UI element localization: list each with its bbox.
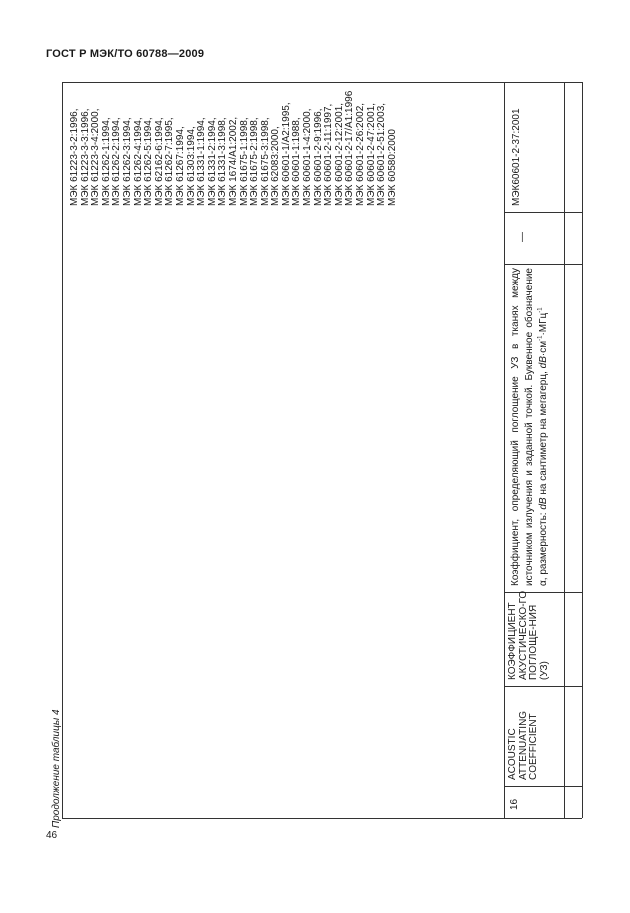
standard-reference: МЭК 61331-2:1994,	[206, 117, 218, 206]
standard-reference: МЭК 61303:1994,	[185, 126, 197, 206]
related-standards	[70, 88, 398, 206]
standard-reference: МЭК 60601-2-17/А1:1996	[344, 90, 356, 206]
terms-table	[62, 82, 582, 818]
table-divider	[564, 82, 565, 818]
table-border-bottom	[62, 818, 582, 819]
standard-reference: МЭК 60601-1:1988,	[291, 117, 303, 206]
standard-reference: МЭК 62162-6:1994,	[153, 117, 165, 206]
standard-reference: МЭК 62083:2000,	[270, 126, 282, 206]
definition-text: ·см	[538, 340, 549, 357]
table-border-right	[582, 82, 583, 818]
table-divider	[504, 212, 582, 213]
definition-text: на сантиметр на мегагерц,	[538, 368, 549, 498]
standard-reference: МЭК 61675-3:1998,	[259, 117, 271, 206]
standard-reference: МЭК 61675-1:1998,	[238, 117, 250, 206]
standard-reference: МЭК 60601-2-12:2001,	[333, 102, 345, 206]
definition-unit: dB	[538, 356, 549, 369]
english-term: ACOUSTIC ATTENUATING COEFFICIENT	[507, 710, 540, 780]
standard-reference: МЭК 61267:1994,	[174, 126, 186, 206]
term-definition	[509, 268, 551, 586]
page-number: 46	[46, 830, 58, 841]
row-number: 16	[509, 798, 520, 810]
standard-reference: МЭК 60601-2-51:2003,	[376, 102, 388, 206]
standard-reference: МЭК 61262-4:1994,	[132, 117, 144, 206]
definition-text: Коэффициент, определяющий поглощение УЗ в тканях между источником излучения и заданной точкой. Буквенное обозначение α, размерность:	[510, 268, 549, 586]
standard-reference: МЭК 61331-3:1998,	[217, 117, 229, 206]
definition-text: ·МГц	[538, 312, 549, 336]
table-divider	[504, 686, 582, 687]
standard-reference: МЭК 61223-3-3:1996,	[79, 108, 91, 206]
standard-reference: МЭК 60601-2-26:2002,	[355, 102, 367, 206]
standard-reference: МЭК 60601-2-47:2001,	[365, 102, 377, 206]
table-border-top	[62, 82, 582, 83]
table-divider	[504, 264, 582, 265]
standard-reference: МЭК 60601-1-4:2000,	[302, 108, 314, 206]
definition-unit: dB	[538, 497, 549, 510]
standard-reference: МЭК 60601-1/А2:1995,	[280, 102, 292, 206]
standard-reference: МЭК 61331-1:1994,	[196, 117, 208, 206]
table-divider	[504, 82, 505, 818]
standard-reference: МЭК 61262-1:1994,	[100, 117, 112, 206]
standard-reference: МЭК 61262-2:1994,	[111, 117, 123, 206]
definition-superscript: -1	[537, 307, 544, 313]
standard-reference: МЭК 61675-2:1998,	[249, 117, 261, 206]
standard-reference: МЭК 1674/А1:2002,	[227, 116, 239, 206]
definition-superscript: -1	[537, 335, 544, 341]
table-continuation-caption: Продолжение таблицы 4	[51, 709, 62, 828]
standard-reference: МЭК 60601-2-11:1997,	[323, 103, 335, 206]
document-header: ГОСТ Р МЭК/ТО 60788—2009	[46, 48, 205, 60]
standard-reference: МЭК 61262-7:1995,	[164, 117, 176, 206]
standard-reference: МЭК 61223-3-2:1996,	[69, 108, 80, 206]
dash-cell: —	[517, 232, 528, 242]
source-reference: МЭК60601-2-37:2001	[511, 108, 522, 206]
standard-reference: МЭК 61262-3:1994,	[121, 117, 133, 206]
standard-reference: МЭК 60601-2-9:1996,	[312, 108, 324, 206]
standard-reference: МЭК 60580:2000	[386, 129, 398, 206]
standard-reference: МЭК 61223-3-4:2000,	[90, 108, 102, 206]
standard-reference: МЭК 61262-5:1994,	[143, 117, 155, 206]
table-border-left	[62, 82, 63, 818]
russian-term: КОЭФФИЦИЕНТ АКУСТИЧЕСКО-ГО ПОГЛОЩЕ-НИЯ (УЗ)	[507, 590, 550, 680]
